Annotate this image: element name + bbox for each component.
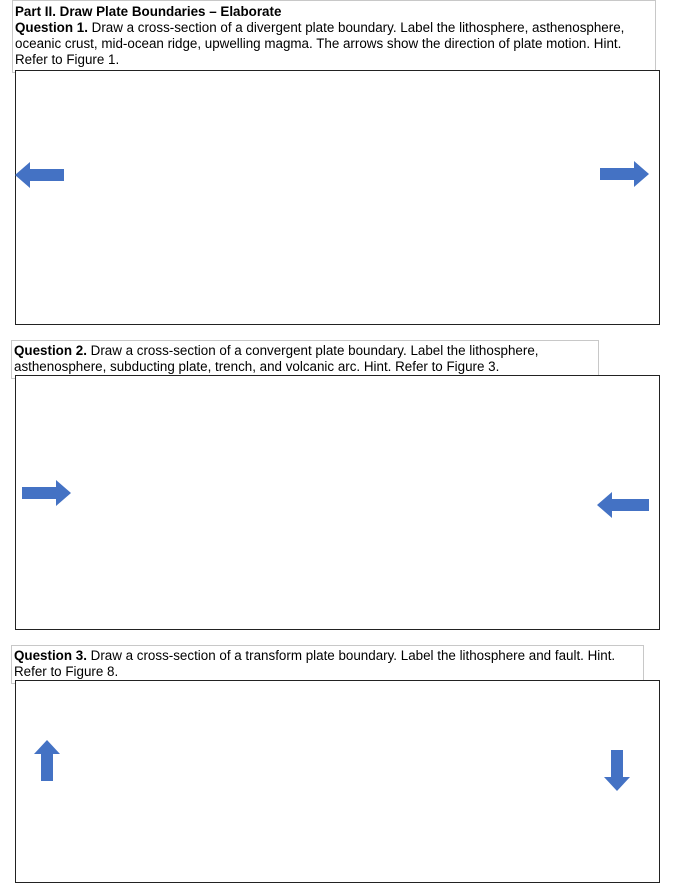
- arrow-left-icon: [597, 490, 650, 520]
- question-3-header: [11, 645, 644, 684]
- question-1-header: [12, 0, 656, 73]
- arrow-up-icon: [32, 740, 62, 782]
- question-2-header: [11, 340, 599, 379]
- arrow-down-icon: [602, 750, 632, 792]
- question-1-drawing-area[interactable]: [15, 70, 660, 325]
- question-1-text: Draw a cross-section of a divergent plate boundary. Label the lithosphere, asthenosphere, oceanic crust, mid-ocean ridge, upwelling magma. The arrows show the direction of plate motion. Hint. Refer to Figure 1.: [15, 20, 625, 67]
- part-title: Part II. Draw Plate Boundaries – Elaborate: [15, 4, 282, 19]
- question-3-label: Question 3.: [14, 648, 87, 663]
- question-2-label: Question 2.: [14, 343, 87, 358]
- arrow-left-icon: [15, 160, 65, 190]
- arrow-right-icon: [600, 159, 650, 189]
- question-3-drawing-area[interactable]: [15, 680, 660, 883]
- question-2-drawing-area[interactable]: [15, 375, 660, 630]
- arrow-right-icon: [22, 478, 72, 508]
- question-3-text: Draw a cross-section of a transform plate boundary. Label the lithosphere and fault. Hint. Refer to Figure 8.: [14, 648, 616, 679]
- question-2-text: Draw a cross-section of a convergent plate boundary. Label the lithosphere, asthenosphere, subducting plate, trench, and volcanic arc. Hint. Refer to Figure 3.: [14, 343, 539, 374]
- question-1-label: Question 1.: [15, 20, 88, 35]
